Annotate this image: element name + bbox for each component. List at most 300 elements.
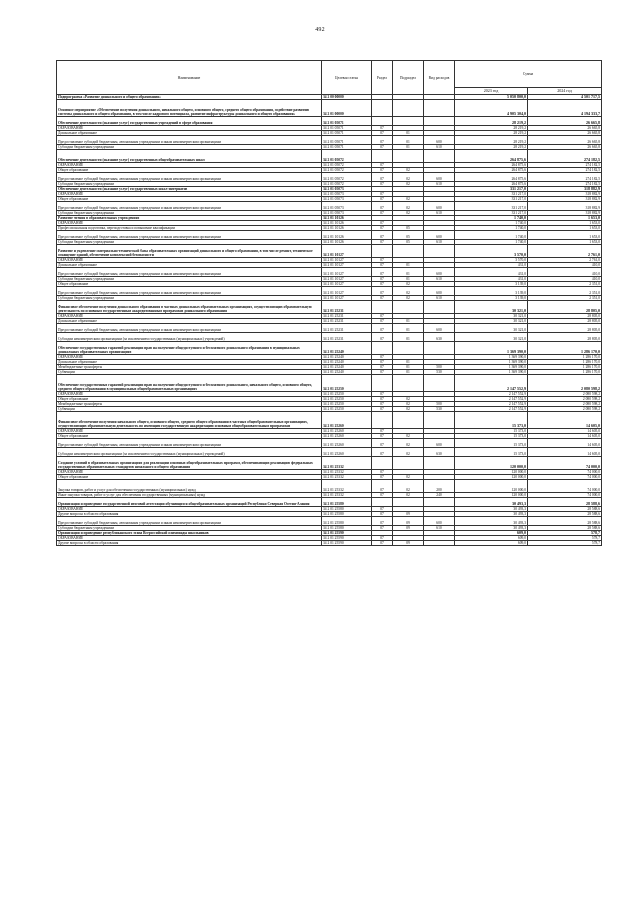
- header-code: Целевая статья: [322, 61, 372, 95]
- row-subsection-cell: [393, 150, 424, 163]
- row-code-cell: 34 2 01 05072: [322, 168, 372, 173]
- row-subsection-cell: 02: [393, 296, 424, 301]
- row-section-cell: [372, 150, 393, 163]
- row-name-cell: ОБРАЗОВАНИЕ: [57, 536, 322, 541]
- row-amount-2024-cell: 2 080 598,2: [528, 402, 602, 407]
- row-amount-2023-cell: 28 219,2: [455, 117, 528, 126]
- row-amount-2023-cell: 1 740,0: [455, 221, 528, 226]
- row-section-cell: 07: [372, 282, 393, 287]
- row-amount-2024-cell: 2 080 598,2: [528, 375, 602, 392]
- row-section-cell: 07: [372, 314, 393, 319]
- table-row: [57, 448, 602, 457]
- row-name-cell: ОБРАЗОВАНИЕ: [57, 258, 322, 263]
- row-name-cell: Общее образование: [57, 475, 322, 480]
- row-amount-2023-cell: 264 875,6: [455, 150, 528, 163]
- row-amount-2023-cell: 431,0: [455, 268, 528, 277]
- row-amount-2023-cell: 120 000,0: [455, 457, 528, 470]
- row-name-cell: Общее образование: [57, 197, 322, 202]
- row-section-cell: 07: [372, 397, 393, 402]
- row-amount-2024-cell: 14 605,0: [528, 412, 602, 429]
- row-amount-2023-cell: 30 321,0: [455, 301, 528, 314]
- row-amount-2023-cell: 30 493,3: [455, 517, 528, 526]
- row-code-cell: 34 2 01 25590: [322, 541, 372, 546]
- row-section-cell: 07: [372, 402, 393, 407]
- row-amount-2023-cell: 1 369 390,0: [455, 365, 528, 370]
- row-amount-2023-cell: 331 217,0: [455, 202, 528, 211]
- row-amount-2024-cell: 28 805,0: [528, 324, 602, 333]
- row-kind-cell: [424, 342, 455, 355]
- row-name-cell: Дошкольное образование: [57, 360, 322, 365]
- row-amount-2024-cell: 274 182,5: [528, 168, 602, 173]
- row-section-cell: 07: [372, 296, 393, 301]
- row-kind-cell: 610: [424, 526, 455, 531]
- row-amount-2024-cell: 26 665,8: [528, 145, 602, 150]
- row-amount-2024-cell: 274 182,5: [528, 150, 602, 163]
- row-section-cell: 07: [372, 475, 393, 480]
- row-section-cell: 07: [372, 240, 393, 245]
- table-row: [57, 117, 602, 126]
- row-kind-cell: 600: [424, 202, 455, 211]
- row-kind-cell: 610: [424, 240, 455, 245]
- row-section-cell: [372, 457, 393, 470]
- row-amount-2024-cell: 14 605,0: [528, 439, 602, 448]
- row-section-cell: 07: [372, 197, 393, 202]
- row-subsection-cell: 01: [393, 136, 424, 145]
- row-amount-2024-cell: 1 286 170,0: [528, 365, 602, 370]
- row-name-cell: Предоставление субсидий бюджетным, автономным учреждениям и иным некоммерческим организациям: [57, 287, 322, 296]
- row-amount-2024-cell: 2 351,0: [528, 296, 602, 301]
- row-subsection-cell: 02: [393, 173, 424, 182]
- row-subsection-cell: 01: [393, 277, 424, 282]
- row-subsection-cell: 02: [393, 480, 424, 493]
- row-section-cell: 07: [372, 355, 393, 360]
- row-kind-cell: 600: [424, 136, 455, 145]
- row-amount-2023-cell: 331 217,0: [455, 211, 528, 216]
- table-row: [57, 412, 602, 429]
- row-code-cell: 34 2 01 25231: [322, 314, 372, 319]
- row-kind-cell: [424, 498, 455, 507]
- row-amount-2023-cell: 2 147 552,9: [455, 392, 528, 397]
- row-amount-2023-cell: 15 373,0: [455, 439, 528, 448]
- row-amount-2023-cell: 609,0: [455, 541, 528, 546]
- row-section-cell: 07: [372, 163, 393, 168]
- row-amount-2024-cell: 74 000,0: [528, 470, 602, 475]
- row-amount-2023-cell: 15 373,0: [455, 448, 528, 457]
- row-name-cell: Субсидии бюджетным учреждениям: [57, 182, 322, 187]
- row-amount-2024-cell: 1 286 170,0: [528, 360, 602, 365]
- row-amount-2024-cell: 1 653,0: [528, 221, 602, 226]
- row-subsection-cell: 02: [393, 168, 424, 173]
- row-name-cell: Общее образование: [57, 168, 322, 173]
- row-section-cell: 07: [372, 168, 393, 173]
- row-code-cell: 34 2 01 25250: [322, 407, 372, 412]
- row-amount-2024-cell: 318 882,9: [528, 192, 602, 197]
- row-section-cell: 07: [372, 392, 393, 397]
- row-code-cell: 34 2 01 25240: [322, 355, 372, 360]
- row-subsection-cell: 01: [393, 131, 424, 136]
- row-kind-cell: 600: [424, 231, 455, 240]
- header-year-2024: 2024 год: [528, 88, 602, 95]
- row-amount-2023-cell: 30 493,3: [455, 498, 528, 507]
- row-subsection-cell: 01: [393, 324, 424, 333]
- row-code-cell: 34 2 01 25580: [322, 517, 372, 526]
- row-subsection-cell: 09: [393, 541, 424, 546]
- row-amount-2024-cell: 26 665,8: [528, 126, 602, 131]
- table-row: [57, 216, 602, 221]
- row-subsection-cell: 02: [393, 202, 424, 211]
- row-amount-2023-cell: 264 875,6: [455, 182, 528, 187]
- row-amount-2024-cell: 74 000,0: [528, 493, 602, 498]
- row-code-cell: 34 2 01 25332: [322, 457, 372, 470]
- budget-table: [56, 60, 602, 546]
- row-kind-cell: 630: [424, 333, 455, 342]
- row-amount-2023-cell: 120 000,0: [455, 470, 528, 475]
- row-amount-2023-cell: 264 875,6: [455, 168, 528, 173]
- row-name-cell: Развитие и укрепление материально-технической базы образовательных организаций дошкольного и общего образования, в том числе ремонт, техническое оснащение зданий, обеспечение комплексной безопасности: [57, 245, 322, 258]
- row-subsection-cell: 01: [393, 370, 424, 375]
- row-code-cell: 34 2 01 25260: [322, 429, 372, 434]
- row-name-cell: Профессиональная подготовка, переподготовка и повышение квалификации: [57, 226, 322, 231]
- row-name-cell: Субсидии некоммерческим организациям (за исключением государственных (муниципальных) учреждений): [57, 333, 322, 342]
- row-name-cell: Субсидии бюджетным учреждениям: [57, 211, 322, 216]
- row-amount-2023-cell: 30 493,3: [455, 507, 528, 512]
- row-subsection-cell: 02: [393, 407, 424, 412]
- table-row: [57, 498, 602, 507]
- row-section-cell: 07: [372, 145, 393, 150]
- row-subsection-cell: 02: [393, 434, 424, 439]
- table-row: [57, 480, 602, 493]
- row-amount-2023-cell: 264 875,6: [455, 173, 528, 182]
- row-name-cell: Обеспечение государственных гарантий реализации прав на получение общедоступного и бесплатного дошкольного образования в муниципальных дошкольных образовательных организациях: [57, 342, 322, 355]
- row-code-cell: 34 2 01 25580: [322, 507, 372, 512]
- row-section-cell: 07: [372, 517, 393, 526]
- row-code-cell: 34 2 01 10126: [322, 231, 372, 240]
- row-subsection-cell: 01: [393, 333, 424, 342]
- row-subsection-cell: 09: [393, 526, 424, 531]
- table-row: [57, 245, 602, 258]
- table-row: [57, 375, 602, 392]
- table-row: [57, 531, 602, 536]
- row-name-cell: Финансовое обеспечение получения начального общего, основного общего, среднего общего образования в частных общеобразовательных организациях, осуществляющих образовательную деятельность по имеющим государственную аккредитацию основным общеобразовательным программам: [57, 412, 322, 429]
- row-amount-2024-cell: 410,0: [528, 268, 602, 277]
- row-code-cell: 34 2 01 10127: [322, 258, 372, 263]
- row-name-cell: Иные закупки товаров, работ и услуг для обеспечения государственных (муниципальных) нужд: [57, 493, 322, 498]
- row-name-cell: Субсидии бюджетным учреждениям: [57, 145, 322, 150]
- row-section-cell: 07: [372, 448, 393, 457]
- row-code-cell: 34 2 01 25240: [322, 365, 372, 370]
- table-row: [57, 457, 602, 470]
- row-amount-2023-cell: 30 493,3: [455, 526, 528, 531]
- row-code-cell: 34 2 01 25260: [322, 439, 372, 448]
- row-amount-2023-cell: 120 000,0: [455, 493, 528, 498]
- row-name-cell: Другие вопросы в области образования: [57, 541, 322, 546]
- row-amount-2024-cell: 26 665,8: [528, 131, 602, 136]
- row-amount-2024-cell: 26 665,8: [528, 117, 602, 126]
- row-code-cell: 34 2 01 10127: [322, 245, 372, 258]
- row-amount-2024-cell: 1 286 170,0: [528, 342, 602, 355]
- row-code-cell: 34 2 01 10126: [322, 240, 372, 245]
- row-code-cell: 34 2 01 10126: [322, 221, 372, 226]
- row-code-cell: 34 2 01 00000: [322, 100, 372, 117]
- row-section-cell: [372, 375, 393, 392]
- row-kind-cell: [424, 301, 455, 314]
- row-name-cell: Предоставление субсидий бюджетным, автономным учреждениям и иным некоммерческим организациям: [57, 517, 322, 526]
- row-name-cell: Подпрограмма «Развитие дошкольного и общего образования»: [57, 95, 322, 100]
- row-amount-2024-cell: 74 000,0: [528, 480, 602, 493]
- row-code-cell: 34 2 01 25590: [322, 531, 372, 536]
- table-row: [57, 136, 602, 145]
- row-amount-2023-cell: 3 570,0: [455, 258, 528, 263]
- table-row: [57, 324, 602, 333]
- row-kind-cell: 500: [424, 365, 455, 370]
- row-amount-2023-cell: 431,0: [455, 277, 528, 282]
- row-amount-2023-cell: 1 740,0: [455, 216, 528, 221]
- row-name-cell: ОБРАЗОВАНИЕ: [57, 355, 322, 360]
- row-kind-cell: 530: [424, 370, 455, 375]
- row-name-cell: Предоставление субсидий бюджетным, автономным учреждениям и иным некоммерческим организациям: [57, 202, 322, 211]
- row-code-cell: 34 2 01 25332: [322, 480, 372, 493]
- row-amount-2024-cell: 28 588,6: [528, 507, 602, 512]
- row-kind-cell: 600: [424, 268, 455, 277]
- table-row: [57, 287, 602, 296]
- row-amount-2024-cell: 578,7: [528, 536, 602, 541]
- row-subsection-cell: [393, 375, 424, 392]
- row-section-cell: 07: [372, 526, 393, 531]
- row-subsection-cell: 09: [393, 512, 424, 517]
- row-name-cell: ОБРАЗОВАНИЕ: [57, 429, 322, 434]
- row-amount-2024-cell: 274 182,5: [528, 173, 602, 182]
- row-kind-cell: 600: [424, 517, 455, 526]
- row-name-cell: ОБРАЗОВАНИЕ: [57, 314, 322, 319]
- row-amount-2023-cell: 3 139,0: [455, 282, 528, 287]
- row-amount-2023-cell: 331 217,0: [455, 192, 528, 197]
- row-amount-2024-cell: 28 805,0: [528, 314, 602, 319]
- row-section-cell: 07: [372, 192, 393, 197]
- row-code-cell: 34 2 01 25250: [322, 392, 372, 397]
- row-subsection-cell: 01: [393, 365, 424, 370]
- row-amount-2024-cell: 1 286 170,0: [528, 370, 602, 375]
- row-amount-2023-cell: 331 217,0: [455, 197, 528, 202]
- row-name-cell: Финансовое обеспечение получения дошкольного образования в частных дошкольных образовательных организациях, осуществляющих образовательную деятельность по основным государственным аккредитованным программам дошкольного образования: [57, 301, 322, 314]
- row-code-cell: 34 2 01 25231: [322, 333, 372, 342]
- row-code-cell: 34 2 01 05071: [322, 145, 372, 150]
- row-code-cell: 34 2 01 25231: [322, 319, 372, 324]
- row-kind-cell: [424, 457, 455, 470]
- row-name-cell: Межбюджетные трансферты: [57, 365, 322, 370]
- row-amount-2023-cell: 15 373,0: [455, 412, 528, 429]
- table-row: [57, 150, 602, 163]
- row-amount-2024-cell: 74 000,0: [528, 475, 602, 480]
- table-row: [57, 541, 602, 546]
- row-subsection-cell: 02: [393, 282, 424, 287]
- row-amount-2024-cell: 2 351,0: [528, 287, 602, 296]
- row-amount-2023-cell: 30 321,0: [455, 333, 528, 342]
- row-kind-cell: 600: [424, 324, 455, 333]
- row-kind-cell: 630: [424, 448, 455, 457]
- row-amount-2024-cell: 28 805,0: [528, 301, 602, 314]
- row-section-cell: 07: [372, 512, 393, 517]
- row-amount-2023-cell: 120 000,0: [455, 475, 528, 480]
- row-name-cell: Дошкольное образование: [57, 263, 322, 268]
- row-kind-cell: [424, 117, 455, 126]
- header-name: Наименование: [57, 61, 322, 95]
- table-row: [57, 342, 602, 355]
- table-body: [57, 95, 602, 546]
- row-amount-2023-cell: 2 147 552,9: [455, 407, 528, 412]
- row-kind-cell: [424, 541, 455, 546]
- row-kind-cell: [424, 100, 455, 117]
- row-amount-2024-cell: 28 588,6: [528, 512, 602, 517]
- row-code-cell: 34 2 01 10127: [322, 287, 372, 296]
- table-row: [57, 301, 602, 314]
- row-section-cell: 07: [372, 536, 393, 541]
- row-name-cell: Обеспечение государственных гарантий реализации прав на получение общедоступного и бесплатного дошкольного, начального общего, основного общего, среднего общего образования в муниципальных общеобразовательных организациях: [57, 375, 322, 392]
- row-name-cell: ОБРАЗОВАНИЕ: [57, 126, 322, 131]
- table-row: [57, 173, 602, 182]
- row-amount-2024-cell: 14 605,0: [528, 448, 602, 457]
- row-code-cell: 34 2 01 05072: [322, 150, 372, 163]
- row-name-cell: Дошкольное образование: [57, 319, 322, 324]
- row-amount-2024-cell: 2 761,0: [528, 258, 602, 263]
- row-amount-2023-cell: 1 740,0: [455, 231, 528, 240]
- row-amount-2023-cell: 1 740,0: [455, 240, 528, 245]
- row-code-cell: 34 2 01 10126: [322, 226, 372, 231]
- row-amount-2024-cell: 26 665,8: [528, 136, 602, 145]
- row-amount-2023-cell: 15 373,0: [455, 434, 528, 439]
- row-name-cell: Организация и проведение государственной итоговой аттестации обучающихся общеобразовательных организаций Республики Северная Осетия-Алания: [57, 498, 322, 507]
- row-amount-2023-cell: 15 373,0: [455, 429, 528, 434]
- row-amount-2024-cell: 2 351,0: [528, 282, 602, 287]
- row-kind-cell: 600: [424, 287, 455, 296]
- table-row: [57, 493, 602, 498]
- row-code-cell: 34 2 01 25332: [322, 470, 372, 475]
- row-name-cell: Предоставление субсидий бюджетным, автономным учреждениям и иным некоммерческим организациям: [57, 324, 322, 333]
- row-amount-2024-cell: 2 080 598,2: [528, 392, 602, 397]
- row-amount-2023-cell: 28 219,2: [455, 131, 528, 136]
- row-code-cell: 34 2 01 25231: [322, 324, 372, 333]
- row-amount-2024-cell: 274 182,5: [528, 182, 602, 187]
- row-subsection-cell: 05: [393, 240, 424, 245]
- row-code-cell: 34 2 01 25250: [322, 375, 372, 392]
- table-row: [57, 226, 602, 231]
- row-kind-cell: 610: [424, 182, 455, 187]
- row-subsection-cell: 02: [393, 397, 424, 402]
- row-name-cell: Субсидии бюджетным учреждениям: [57, 240, 322, 245]
- row-name-cell: ОБРАЗОВАНИЕ: [57, 221, 322, 226]
- row-amount-2024-cell: 318 882,9: [528, 187, 602, 192]
- row-subsection-cell: [393, 245, 424, 258]
- row-code-cell: 34 2 01 10127: [322, 282, 372, 287]
- row-subsection-cell: 02: [393, 211, 424, 216]
- row-subsection-cell: 09: [393, 517, 424, 526]
- row-amount-2023-cell: 3 139,0: [455, 296, 528, 301]
- row-kind-cell: 530: [424, 407, 455, 412]
- row-code-cell: 34 2 01 25250: [322, 402, 372, 407]
- row-kind-cell: 610: [424, 277, 455, 282]
- row-amount-2024-cell: 28 588,6: [528, 498, 602, 507]
- row-amount-2023-cell: 3 570,0: [455, 245, 528, 258]
- row-subsection-cell: [393, 457, 424, 470]
- row-section-cell: 07: [372, 434, 393, 439]
- row-kind-cell: 500: [424, 402, 455, 407]
- row-subsection-cell: 05: [393, 231, 424, 240]
- row-kind-cell: 600: [424, 173, 455, 182]
- row-name-cell: Субсидии бюджетным учреждениям: [57, 277, 322, 282]
- row-subsection-cell: 02: [393, 402, 424, 407]
- row-amount-2023-cell: 28 219,2: [455, 126, 528, 131]
- row-subsection-cell: [393, 498, 424, 507]
- row-code-cell: 34 2 01 05073: [322, 197, 372, 202]
- row-code-cell: 34 2 01 25580: [322, 526, 372, 531]
- row-section-cell: 07: [372, 287, 393, 296]
- row-section-cell: 07: [372, 182, 393, 187]
- row-amount-2023-cell: 4 905 304,0: [455, 100, 528, 117]
- row-amount-2024-cell: 1 653,0: [528, 231, 602, 240]
- table-row: [57, 268, 602, 277]
- row-name-cell: Обеспечение деятельности (оказание услуг) государственных учреждений в сфере образования: [57, 117, 322, 126]
- row-code-cell: 34 2 01 25250: [322, 397, 372, 402]
- row-code-cell: 34 2 01 05073: [322, 211, 372, 216]
- header-year-2023: 2023 год: [455, 88, 528, 95]
- row-kind-cell: 610: [424, 211, 455, 216]
- row-section-cell: 07: [372, 126, 393, 131]
- row-amount-2024-cell: 410,0: [528, 277, 602, 282]
- row-amount-2024-cell: 14 605,0: [528, 434, 602, 439]
- row-name-cell: ОБРАЗОВАНИЕ: [57, 470, 322, 475]
- header-sum: Сумма: [455, 61, 602, 88]
- row-subsection-cell: 01: [393, 319, 424, 324]
- row-amount-2023-cell: 30 321,0: [455, 319, 528, 324]
- row-section-cell: 07: [372, 360, 393, 365]
- row-kind-cell: 610: [424, 296, 455, 301]
- row-code-cell: 34 2 01 05073: [322, 202, 372, 211]
- row-code-cell: 34 2 01 25332: [322, 475, 372, 480]
- row-code-cell: 34 2 01 05071: [322, 136, 372, 145]
- row-section-cell: 07: [372, 226, 393, 231]
- row-section-cell: 07: [372, 231, 393, 240]
- row-kind-cell: 600: [424, 439, 455, 448]
- row-section-cell: [372, 301, 393, 314]
- row-kind-cell: 200: [424, 480, 455, 493]
- row-section-cell: 07: [372, 324, 393, 333]
- row-code-cell: 34 2 01 25240: [322, 360, 372, 365]
- row-code-cell: 34 2 01 10127: [322, 263, 372, 268]
- row-amount-2023-cell: 30 321,0: [455, 324, 528, 333]
- row-code-cell: 34 2 01 10127: [322, 277, 372, 282]
- row-name-cell: Предоставление субсидий бюджетным, автономным учреждениям и иным некоммерческим организациям: [57, 439, 322, 448]
- row-amount-2023-cell: 2 147 552,9: [455, 402, 528, 407]
- row-subsection-cell: 02: [393, 493, 424, 498]
- row-amount-2023-cell: 1 369 390,0: [455, 342, 528, 355]
- row-amount-2023-cell: 120 000,0: [455, 480, 528, 493]
- row-code-cell: 34 2 01 05073: [322, 187, 372, 192]
- row-subsection-cell: [393, 100, 424, 117]
- row-name-cell: Обеспечение деятельности (оказание услуг) государственных общеобразовательных школ: [57, 150, 322, 163]
- row-section-cell: 07: [372, 507, 393, 512]
- row-code-cell: 34 2 01 05073: [322, 192, 372, 197]
- row-code-cell: 34 2 01 05072: [322, 182, 372, 187]
- row-amount-2023-cell: 1 369 390,0: [455, 370, 528, 375]
- row-subsection-cell: [393, 342, 424, 355]
- row-amount-2023-cell: 30 321,0: [455, 314, 528, 319]
- table-row: [57, 333, 602, 342]
- row-section-cell: 07: [372, 258, 393, 263]
- row-name-cell: Предоставление субсидий бюджетным, автономным учреждениям и иным некоммерческим организациям: [57, 231, 322, 240]
- row-section-cell: [372, 117, 393, 126]
- header-subsection: Подраздел: [393, 61, 424, 95]
- row-name-cell: Общее образование: [57, 397, 322, 402]
- row-name-cell: Другие вопросы в области образования: [57, 512, 322, 517]
